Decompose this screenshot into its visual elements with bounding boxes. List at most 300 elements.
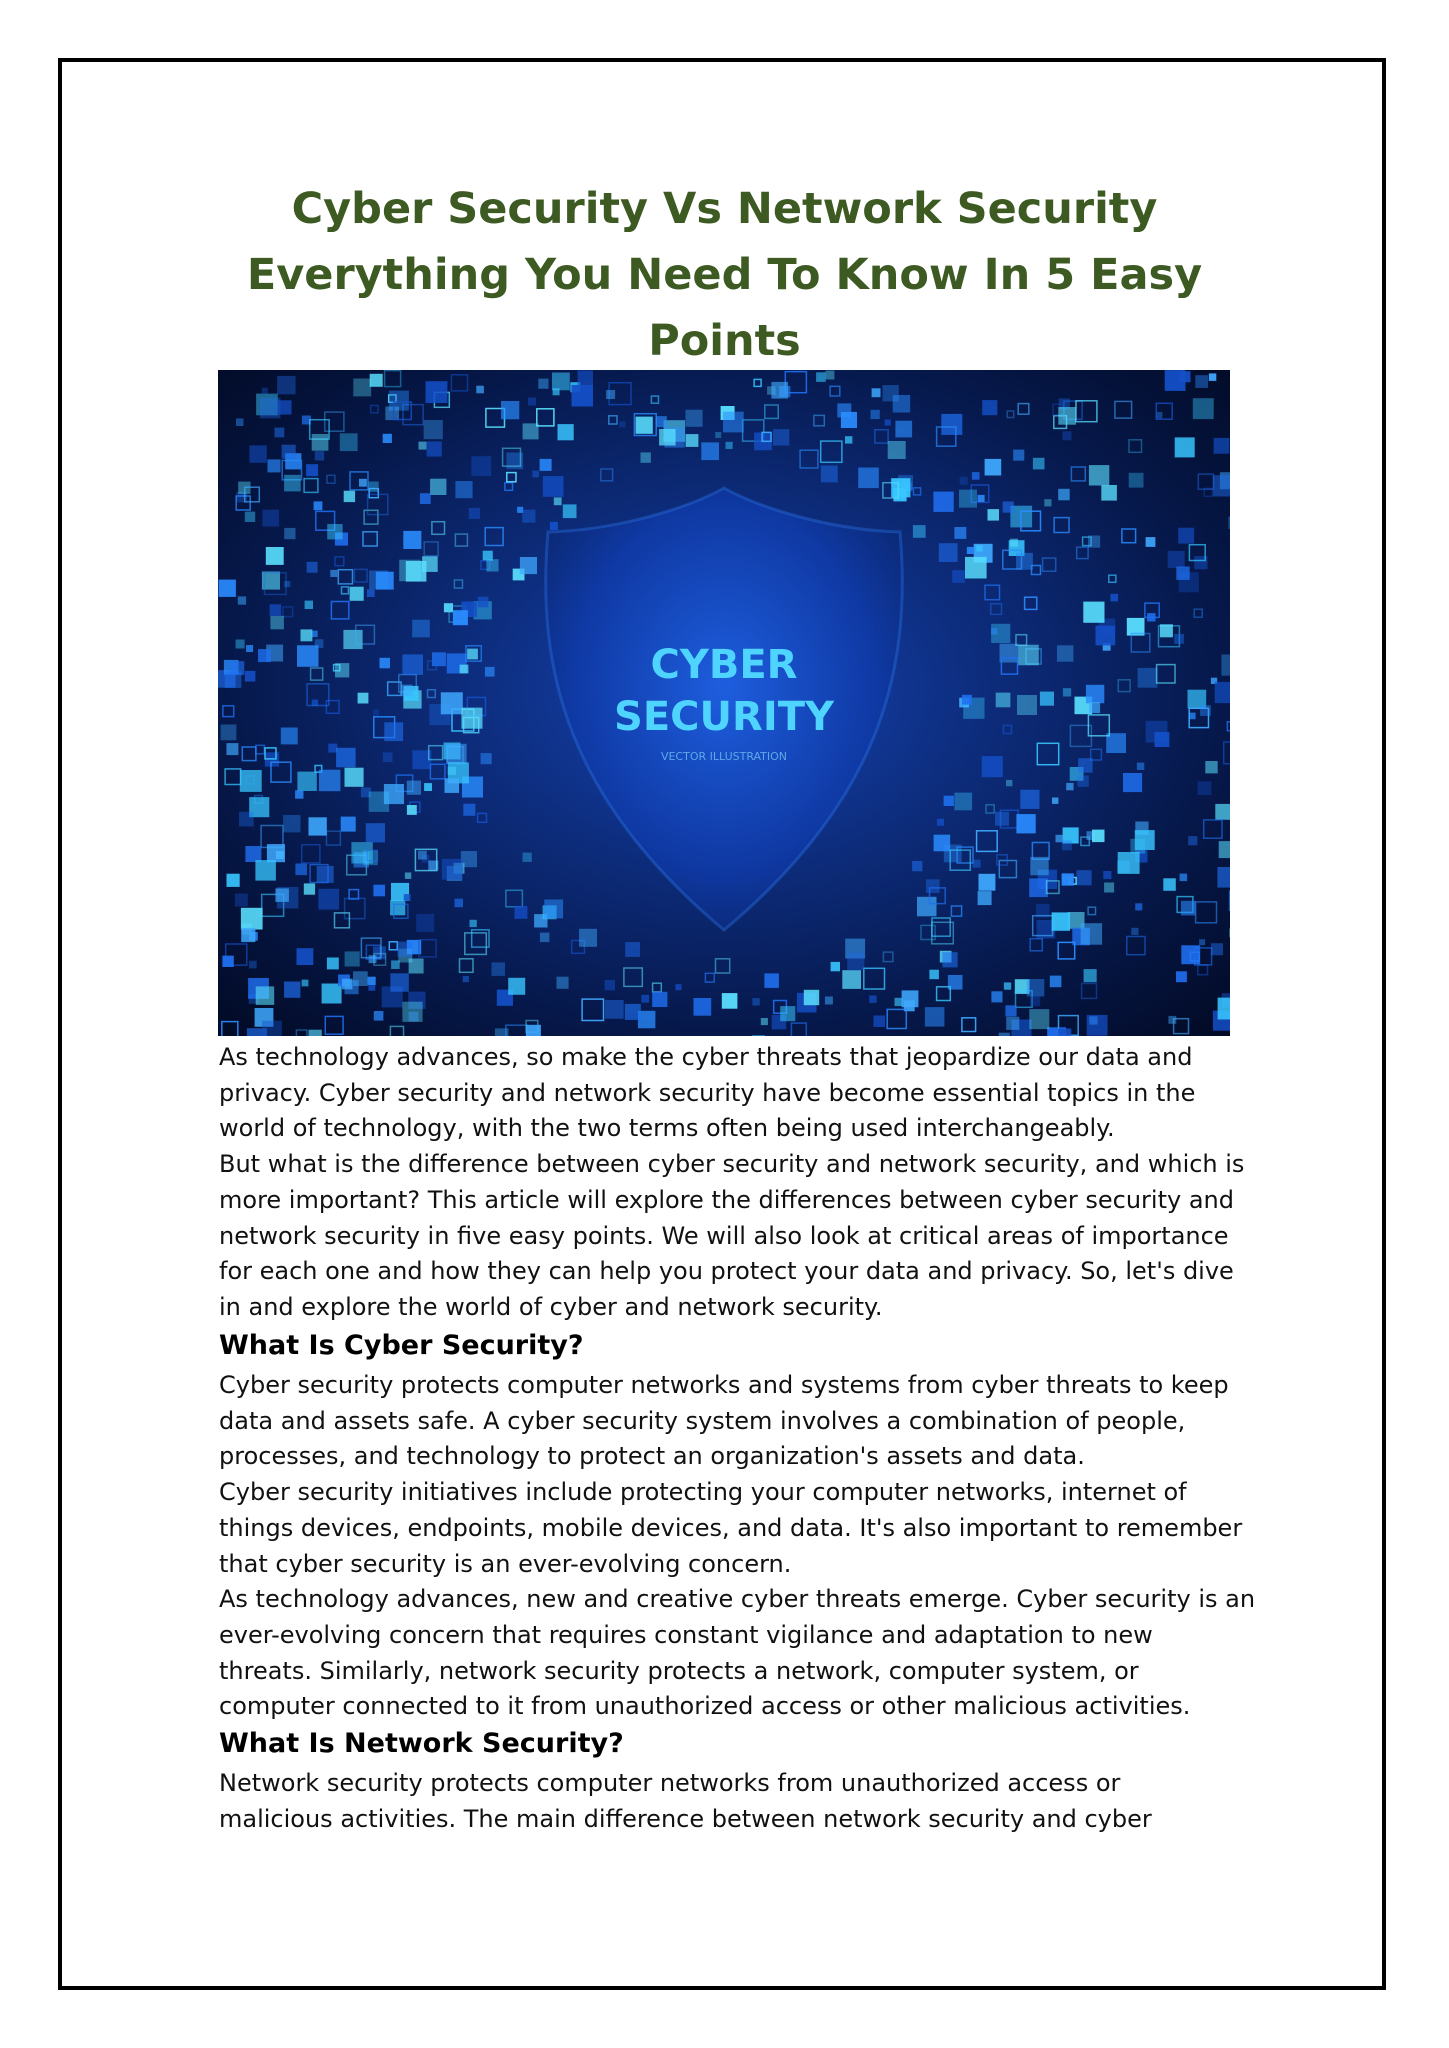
data-pixel	[1213, 475, 1230, 496]
data-pixel	[656, 416, 667, 427]
data-pixel	[991, 624, 1010, 643]
data-pixel	[1109, 575, 1116, 582]
data-pixel	[366, 823, 385, 842]
data-pixel	[344, 491, 355, 502]
data-pixel	[1188, 836, 1197, 845]
data-pixel	[1194, 609, 1202, 617]
data-pixel	[277, 400, 291, 414]
data-pixel	[986, 805, 994, 813]
text-line: As technology advances, so make the cyber threats that jeopardize our data and	[219, 1043, 1193, 1071]
data-pixel	[236, 640, 245, 649]
data-pixel	[517, 507, 523, 513]
data-pixel	[455, 481, 472, 498]
data-pixel	[1007, 411, 1014, 418]
data-pixel	[305, 601, 313, 609]
data-pixel	[523, 423, 539, 439]
data-pixel	[1198, 965, 1208, 975]
data-pixel	[390, 1026, 403, 1036]
data-pixel	[1062, 431, 1071, 440]
data-pixel	[941, 414, 962, 435]
data-pixel	[686, 410, 703, 427]
data-pixel	[1096, 626, 1116, 646]
data-pixel	[353, 379, 371, 397]
data-pixel	[389, 942, 397, 950]
text-line: Cyber security initiatives include protecting your computer networks, internet of	[219, 1478, 1187, 1507]
data-pixel	[537, 409, 554, 426]
data-pixel	[925, 1007, 945, 1027]
data-pixel	[297, 948, 314, 965]
data-pixel	[1217, 867, 1230, 888]
data-pixel	[383, 434, 392, 443]
data-pixel	[1062, 840, 1072, 850]
data-pixel	[526, 1025, 541, 1036]
text-line: malicious activities. The main difference between network security and cyber	[219, 1804, 1152, 1833]
data-pixel	[1174, 634, 1184, 644]
data-pixel	[544, 900, 563, 919]
data-pixel	[380, 658, 391, 669]
data-pixel	[227, 874, 240, 887]
data-pixel	[1089, 1016, 1097, 1024]
data-pixel	[1058, 407, 1076, 425]
data-pixel	[1224, 742, 1230, 764]
data-pixel	[1175, 437, 1195, 457]
data-pixel	[871, 410, 880, 419]
data-pixel	[478, 813, 487, 822]
data-pixel	[295, 790, 303, 798]
data-pixel	[325, 1016, 343, 1034]
data-pixel	[245, 512, 255, 522]
data-pixel	[1196, 902, 1217, 923]
data-pixel	[973, 860, 981, 868]
data-pixel	[256, 986, 275, 1005]
data-pixel	[304, 479, 318, 493]
data-pixel	[424, 420, 443, 439]
data-pixel	[445, 778, 460, 793]
data-pixel	[470, 920, 477, 927]
data-pixel	[345, 768, 364, 787]
section-heading-network-security: What Is Network Security?	[219, 1728, 624, 1759]
data-pixel	[1018, 404, 1029, 415]
data-pixel	[485, 528, 503, 546]
data-pixel	[625, 942, 640, 957]
data-pixel	[926, 879, 940, 893]
data-pixel	[1163, 878, 1176, 891]
data-pixel	[1037, 743, 1058, 764]
data-pixel	[312, 434, 329, 451]
data-pixel	[830, 386, 840, 396]
data-pixel	[723, 412, 744, 433]
data-pixel	[1030, 939, 1042, 951]
data-pixel	[996, 693, 1011, 708]
data-pixel	[874, 1016, 886, 1028]
data-pixel	[1058, 942, 1075, 959]
text-line: network security in five easy points. We will also look at critical areas of importance	[219, 1221, 1229, 1250]
data-pixel	[1123, 773, 1142, 792]
data-pixel	[960, 477, 968, 485]
data-pixel	[327, 831, 341, 845]
data-pixel	[275, 888, 289, 902]
data-pixel	[887, 1009, 906, 1028]
text-line: But what is the difference between cyber security and network security, and which is	[219, 1150, 1245, 1179]
data-pixel	[831, 962, 840, 971]
data-pixel	[225, 769, 241, 785]
data-pixel	[222, 956, 233, 967]
data-pixel	[336, 748, 356, 768]
data-pixel	[428, 690, 436, 698]
data-pixel	[1219, 841, 1230, 858]
data-pixel	[962, 1018, 976, 1032]
data-pixel	[327, 524, 342, 539]
data-pixel	[1157, 665, 1175, 683]
data-pixel	[959, 490, 977, 508]
data-pixel	[982, 756, 1003, 777]
data-pixel	[262, 510, 279, 527]
data-pixel	[455, 899, 464, 908]
data-pixel	[242, 747, 256, 761]
data-pixel	[325, 412, 344, 431]
data-pixel	[917, 897, 937, 917]
data-pixel	[1082, 984, 1097, 999]
data-pixel	[1129, 440, 1142, 453]
data-pixel	[422, 556, 438, 572]
data-pixel	[991, 991, 1002, 1002]
data-pixel	[297, 645, 319, 667]
data-pixel	[469, 508, 480, 519]
data-pixel	[301, 629, 313, 641]
data-pixel	[967, 547, 974, 554]
data-pixel	[1027, 979, 1045, 997]
data-pixel	[572, 385, 594, 407]
data-pixel	[342, 979, 353, 990]
data-pixel	[773, 429, 789, 445]
data-pixel	[358, 693, 369, 704]
data-pixel	[1138, 668, 1158, 688]
data-pixel	[371, 405, 378, 412]
section-heading-cyber-security: What Is Cyber Security?	[219, 1330, 584, 1361]
data-pixel	[240, 770, 262, 792]
data-pixel	[1030, 996, 1040, 1006]
data-pixel	[424, 783, 432, 791]
data-pixel	[245, 671, 256, 682]
data-pixel	[236, 419, 244, 427]
data-pixel	[913, 525, 926, 538]
data-pixel	[353, 971, 368, 986]
data-pixel	[694, 998, 712, 1016]
text-line: computer connected to it from unauthorized access or other malicious activities.	[219, 1692, 1191, 1721]
data-pixel	[376, 572, 394, 590]
data-pixel	[327, 475, 335, 483]
data-pixel	[460, 665, 469, 674]
hero-headline-2: SECURITY	[614, 694, 834, 740]
data-pixel	[282, 445, 296, 459]
data-pixel	[659, 429, 676, 446]
data-pixel	[1168, 1016, 1176, 1024]
data-pixel	[1089, 465, 1109, 485]
data-pixel	[1033, 458, 1045, 470]
data-pixel	[338, 570, 352, 584]
data-pixel	[1003, 502, 1014, 513]
data-pixel	[606, 390, 615, 399]
data-pixel	[345, 951, 360, 966]
data-pixel	[1165, 370, 1186, 391]
data-pixel	[869, 996, 876, 1003]
hero-illustration	[218, 370, 1230, 1036]
text-line: processes, and technology to protect an organization's assets and data.	[219, 1442, 1085, 1471]
data-pixel	[780, 1006, 795, 1021]
data-pixel	[1010, 539, 1018, 547]
data-pixel	[283, 815, 300, 832]
data-pixel	[1006, 1017, 1019, 1030]
data-pixel	[976, 545, 982, 551]
data-pixel	[520, 557, 537, 574]
data-pixel	[641, 452, 651, 462]
data-pixel	[1000, 644, 1019, 663]
data-pixel	[1006, 780, 1012, 786]
data-pixel	[463, 804, 475, 816]
data-pixel	[554, 497, 562, 505]
data-pixel	[601, 469, 613, 481]
data-pixel	[528, 398, 536, 406]
data-pixel	[430, 479, 446, 495]
data-pixel	[625, 1004, 641, 1020]
data-pixel	[297, 772, 316, 791]
data-pixel	[578, 371, 593, 386]
data-pixel	[270, 604, 282, 616]
data-pixel	[921, 925, 935, 939]
data-pixel	[1058, 1029, 1072, 1037]
data-pixel	[309, 817, 327, 835]
data-pixel	[523, 853, 532, 862]
data-pixel	[991, 604, 1002, 615]
data-pixel	[317, 866, 334, 883]
data-pixel	[1101, 485, 1117, 501]
data-pixel	[374, 1011, 384, 1021]
data-pixel	[726, 442, 733, 449]
data-pixel	[888, 441, 906, 459]
data-pixel	[912, 861, 922, 871]
data-pixel	[343, 630, 362, 649]
data-pixel	[364, 510, 378, 524]
data-pixel	[1198, 474, 1213, 489]
data-pixel	[651, 396, 658, 403]
data-pixel	[814, 415, 824, 425]
data-pixel	[1004, 982, 1011, 989]
data-pixel	[311, 668, 323, 680]
data-pixel	[804, 990, 819, 1005]
data-pixel	[1088, 536, 1100, 548]
data-pixel	[1077, 547, 1088, 558]
data-pixel	[1005, 1005, 1016, 1016]
data-pixel	[1040, 692, 1054, 706]
data-pixel	[223, 706, 234, 717]
data-pixel	[1215, 682, 1230, 703]
data-pixel	[893, 488, 906, 501]
text-line: Network security protects computer networks from unauthorized access or	[219, 1769, 1121, 1797]
data-pixel	[345, 898, 365, 918]
data-pixel	[1147, 613, 1155, 621]
data-pixel	[441, 692, 463, 714]
data-pixel	[1058, 489, 1070, 501]
data-pixel	[1130, 839, 1145, 854]
data-pixel	[412, 620, 430, 638]
data-pixel	[363, 532, 377, 546]
data-pixel	[579, 929, 597, 947]
data-pixel	[405, 873, 411, 879]
data-pixel	[505, 483, 513, 491]
data-pixel	[1131, 928, 1138, 935]
data-pixel	[478, 597, 489, 608]
data-pixel	[771, 382, 788, 399]
data-pixel	[302, 845, 320, 863]
data-pixel	[350, 587, 364, 601]
data-pixel	[416, 914, 434, 932]
data-pixel	[609, 416, 617, 424]
data-pixel	[304, 883, 315, 894]
data-pixel	[557, 977, 569, 989]
data-pixel	[1018, 645, 1039, 666]
data-pixel	[245, 846, 261, 862]
data-pixel	[401, 685, 413, 697]
data-pixel	[821, 441, 842, 462]
data-pixel	[1189, 713, 1196, 720]
data-pixel	[999, 1033, 1010, 1036]
data-pixel	[942, 952, 957, 967]
data-pixel	[219, 580, 236, 597]
data-pixel	[295, 864, 307, 876]
data-pixel	[454, 580, 462, 588]
data-pixel	[939, 543, 958, 562]
data-pixel	[765, 405, 778, 418]
data-pixel	[506, 1025, 527, 1036]
data-pixel	[432, 522, 445, 535]
data-pixel	[424, 542, 438, 556]
text-line: threats. Similarly, network security protects a network, computer system, or	[219, 1656, 1139, 1685]
data-pixel	[486, 559, 498, 571]
data-pixel	[501, 401, 519, 419]
data-pixel	[522, 510, 535, 523]
data-pixel	[1146, 721, 1168, 743]
data-pixel	[752, 1035, 765, 1036]
data-pixel	[419, 940, 436, 957]
data-pixel	[1057, 645, 1073, 661]
data-pixel	[1032, 843, 1049, 860]
data-pixel	[463, 976, 469, 982]
data-pixel	[1043, 558, 1056, 571]
data-pixel	[944, 796, 954, 806]
data-pixel	[1050, 976, 1062, 988]
data-pixel	[895, 421, 912, 438]
data-pixel	[914, 488, 921, 495]
network-security-paragraph	[219, 1766, 1239, 1837]
text-line: in and explore the world of cyber and network security.	[219, 1292, 883, 1321]
data-pixel	[552, 373, 570, 391]
data-pixel	[309, 1030, 322, 1036]
data-pixel	[385, 371, 401, 387]
data-pixel	[988, 509, 1000, 520]
data-pixel	[995, 812, 1009, 826]
data-pixel	[446, 744, 466, 764]
data-pixel	[1052, 912, 1070, 930]
data-pixel	[384, 722, 403, 741]
data-pixel	[225, 671, 242, 688]
data-pixel	[373, 885, 385, 897]
data-pixel	[929, 970, 939, 980]
data-pixel	[284, 475, 301, 492]
data-pixel	[226, 743, 238, 755]
data-pixel	[701, 442, 719, 460]
data-pixel	[933, 492, 953, 512]
data-pixel	[328, 744, 337, 753]
data-pixel	[1214, 438, 1230, 454]
data-pixel	[1013, 450, 1024, 461]
data-pixel	[267, 844, 285, 862]
data-pixel	[1030, 857, 1048, 875]
data-pixel	[239, 812, 254, 827]
data-pixel	[1063, 688, 1071, 696]
data-pixel	[558, 424, 574, 440]
data-pixel	[821, 466, 838, 483]
data-pixel	[363, 851, 378, 866]
data-pixel	[1198, 781, 1212, 795]
data-pixel	[335, 663, 349, 677]
data-pixel	[885, 420, 891, 426]
data-pixel	[460, 959, 474, 973]
data-pixel	[1083, 602, 1104, 623]
data-pixel	[954, 793, 972, 811]
data-pixel	[1211, 943, 1223, 955]
data-pixel	[550, 522, 558, 530]
data-pixel	[246, 645, 253, 652]
data-pixel	[1146, 537, 1156, 547]
data-pixel	[761, 1018, 768, 1025]
data-pixel	[256, 745, 264, 754]
data-pixel	[302, 980, 309, 987]
data-pixel	[455, 534, 467, 546]
data-pixel	[315, 451, 324, 460]
data-pixel	[1003, 725, 1011, 733]
data-pixel	[1078, 758, 1093, 773]
data-pixel	[430, 764, 445, 779]
data-pixel	[978, 495, 985, 502]
data-pixel	[383, 752, 393, 762]
data-pixel	[1071, 467, 1085, 481]
data-pixel	[883, 952, 893, 962]
data-pixel	[318, 889, 339, 910]
data-pixel	[221, 725, 237, 741]
text-line: more important? This article will explore the differences between cyber security and	[219, 1185, 1234, 1214]
data-pixel	[1181, 901, 1196, 916]
data-pixel	[1092, 830, 1105, 843]
data-pixel	[837, 403, 851, 417]
data-pixel	[653, 983, 662, 992]
data-pixel	[962, 695, 972, 705]
data-pixel	[1215, 804, 1230, 820]
data-pixel	[1044, 499, 1051, 506]
data-pixel	[858, 468, 879, 489]
data-pixel	[1228, 517, 1230, 530]
data-pixel	[432, 652, 446, 666]
data-pixel	[1029, 1009, 1049, 1029]
data-pixel	[582, 999, 603, 1020]
text-line: ever-evolving concern that requires constant vigilance and adaptation to new	[219, 1620, 1153, 1649]
data-pixel	[461, 851, 477, 867]
data-pixel	[314, 501, 323, 510]
text-line: data and assets safe. A cyber security system involves a combination of people,	[219, 1406, 1186, 1435]
data-pixel	[1176, 971, 1187, 982]
data-pixel	[619, 421, 625, 427]
data-pixel	[1088, 907, 1095, 914]
data-pixel	[335, 913, 350, 928]
